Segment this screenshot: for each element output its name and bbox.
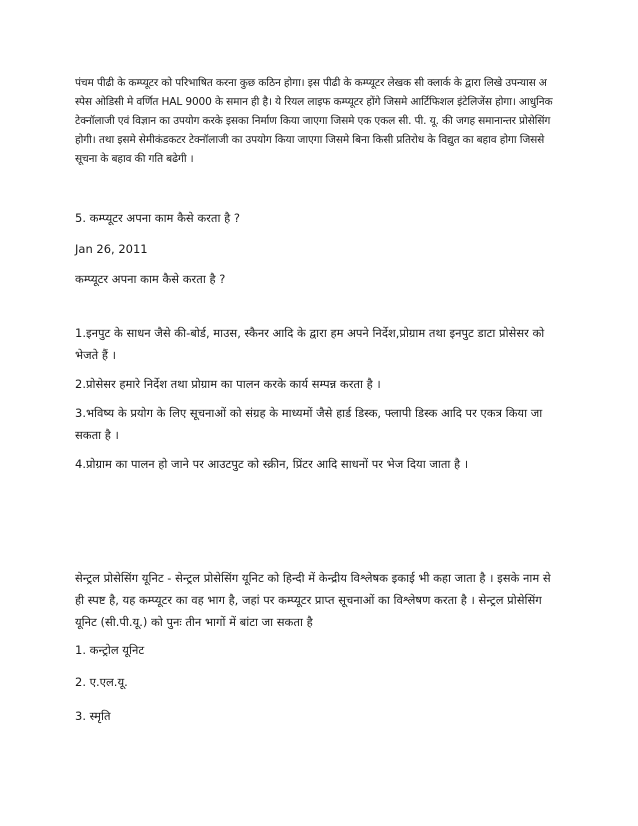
cpu-part-item: 2. ए.एल.यू. — [75, 675, 128, 689]
cpu-paragraph: सेन्ट्रल प्रोसेसिंग यूनिट - सेन्ट्रल प्रोसेसिंग यूनिट को हिन्दी में केन्द्रीय विश्लेषक इकाई भी कहा जाता है । इसके नाम से ही स्पष्ट है, यह कम्प्यूटर का वह भाग है, जहां पर कम्प्यूटर प्राप्त सूचनाओं का विश्लेषण करता है । सेन्ट्रल प्रोसेसिंग यूनिट (सी.पी.यू.) को पुनः तीन भागों में बांटा जा सकता है — [75, 571, 551, 629]
step-item: 3.भविष्य के प्रयोग के लिए सूचनाओं को संग्रह के माध्यमों जैसे हार्ड डिस्क, फ्लापी डिस्क आदि पर एकत्र किया जा सकता है । — [75, 406, 543, 442]
section-heading: 5. कम्प्यूटर अपना काम कैसे करता है ? — [75, 211, 240, 225]
section-question: कम्प्यूटर अपना काम कैसे करता है ? — [75, 272, 226, 286]
fifth-generation-paragraph: पंचम पीढी के कम्प्यूटर को परिभाषित करना कुछ कठिन होगा। इस पीढी के कम्प्यूटर लेखक सी क्लार्क के द्वारा लिखे उपन्यास अ स्पेस ओडिसी मे वर्णित HAL 9000 के समान ही है। ये रियल लाइफ कम्प्यूटर होंगे जिसमे आर्टिफिशल इंटेलिजेंस होगा। आधुनिक टेक्नॉलाजी एवं विज्ञान का उपयोग करके इसका निर्माण किया जाएगा जिसमे एक एकल सी. पी. यू. की जगह समानान्तर प्रोसेसिंग होगी। तथा इसमे सेमीकंडकटर टेक्नॉलाजी का उपयोग किया जाएगा जिसमे बिना किसी प्रतिरोध के विद्युत का बहाव होगा जिससे सूचना के बहाव की गति बढेगी । — [75, 77, 553, 165]
step-item: 2.प्रोसेसर हमारे निर्देश तथा प्रोग्राम का पालन करके कार्य सम्पन्न करता है । — [75, 377, 381, 391]
post-date: Jan 26, 2011 — [75, 242, 148, 256]
step-item: 1.इनपुट के साधन जैसे की-बोर्ड, माउस, स्कैनर आदि के द्वारा हम अपने निर्देश,प्रोग्राम तथा इनपुट डाटा प्रोसेसर को भेजते हैं । — [75, 326, 545, 362]
cpu-part-item: 1. कन्ट्रोल यूनिट — [75, 643, 145, 657]
step-item: 4.प्रोग्राम का पालन हो जाने पर आउटपुट को स्क्रीन, प्रिंटर आदि साधनों पर भेज दिया जाता है । — [75, 457, 469, 471]
cpu-part-item: 3. स्मृति — [75, 709, 111, 723]
